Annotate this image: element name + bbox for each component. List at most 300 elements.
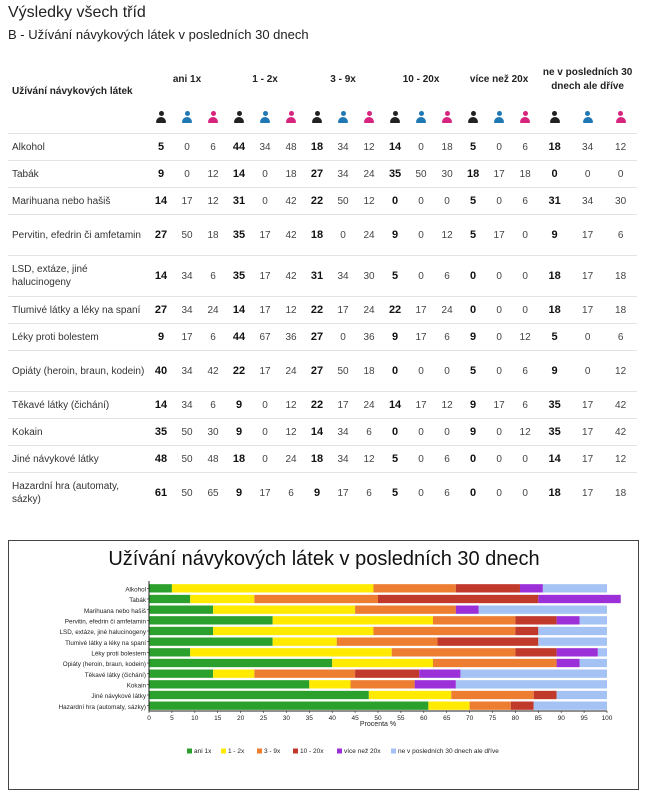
bar-segment (557, 691, 607, 699)
icon-header-cell (538, 103, 571, 134)
bar-segment (470, 702, 511, 710)
table-row (8, 134, 637, 161)
table-row (8, 351, 637, 392)
table-cell: 18 (200, 215, 226, 256)
table-cell: 12 (604, 351, 637, 392)
bar-segment (515, 648, 556, 656)
table-row (8, 473, 637, 514)
bar-segment (172, 584, 374, 592)
table-cell: 18 (538, 297, 571, 324)
table-cell: 34 (330, 256, 356, 297)
table-cell: 6 (604, 215, 637, 256)
y-tick-label: Léky proti bolestem (91, 650, 146, 658)
table-cell: 17 (571, 215, 604, 256)
bar-segment (355, 670, 419, 678)
bar-segment (213, 627, 373, 635)
table-cell: 0 (460, 256, 486, 297)
person-female-icon (442, 111, 452, 123)
table-cell: 17 (252, 215, 278, 256)
table-cell: 34 (330, 134, 356, 161)
table-cell: 34 (174, 256, 200, 297)
icon-header-cell (408, 103, 434, 134)
table-cell: 24 (356, 392, 382, 419)
table-cell: 35 (148, 419, 174, 446)
table-cell: 0 (408, 134, 434, 161)
table-cell: 24 (356, 215, 382, 256)
table-cell: 17 (408, 297, 434, 324)
x-tick-label: 0 (147, 715, 151, 722)
person-male-icon (416, 111, 426, 123)
legend-label: 10 - 20x (300, 748, 324, 755)
table-cell: 12 (356, 446, 382, 473)
table-cell: 61 (148, 473, 174, 514)
table-cell: 6 (512, 351, 538, 392)
bar-segment (433, 616, 515, 624)
table-cell: 12 (604, 134, 637, 161)
table-cell: 5 (148, 134, 174, 161)
bar-segment (415, 680, 456, 688)
table-cell: 6 (512, 392, 538, 419)
table-cell: 5 (460, 215, 486, 256)
bar-segment (456, 606, 479, 614)
table-cell: 18 (538, 134, 571, 161)
table-row (8, 324, 637, 351)
table-cell: 0 (408, 188, 434, 215)
table-label-header: Užívání návykových látek (12, 86, 133, 97)
table-cell: 22 (304, 392, 330, 419)
icon-header-cell (330, 103, 356, 134)
table-row (8, 446, 637, 473)
x-tick-label: 35 (305, 715, 313, 722)
table-cell: 18 (304, 134, 330, 161)
table-cell: 6 (434, 446, 460, 473)
x-tick-label: 25 (259, 715, 268, 722)
bar-segment (351, 680, 415, 688)
table-cell: 34 (571, 188, 604, 215)
table-cell: 27 (304, 161, 330, 188)
table-cell: 9 (148, 161, 174, 188)
bar-segment (149, 702, 428, 710)
table-cell: 9 (460, 419, 486, 446)
table-cell: 17 (571, 473, 604, 514)
bar-segment (511, 702, 534, 710)
table-cell: 17 (408, 324, 434, 351)
table-cell: 12 (356, 188, 382, 215)
row-label: Těkavé látky (čichání) (8, 392, 148, 419)
table-cell: 9 (460, 324, 486, 351)
table-cell: 34 (330, 161, 356, 188)
bar-segment (149, 606, 213, 614)
table-cell: 0 (434, 188, 460, 215)
y-tick-label: LSD, extáze, jiné halucinogeny (59, 629, 146, 637)
table-cell: 42 (278, 215, 304, 256)
table-cell: 0 (408, 419, 434, 446)
table-cell: 0 (486, 256, 512, 297)
empty-header-cell (8, 103, 148, 134)
bar-segment (451, 691, 533, 699)
bar-segment (538, 638, 607, 646)
row-label: Hazardní hra (automaty, sázky) (8, 473, 148, 514)
bar-segment (433, 659, 557, 667)
table-cell: 0 (408, 256, 434, 297)
legend-label: ani 1x (194, 748, 212, 755)
table-cell: 18 (278, 161, 304, 188)
table-cell: 9 (538, 351, 571, 392)
table-cell: 35 (538, 419, 571, 446)
table-cell: 50 (174, 473, 200, 514)
table-cell: 14 (148, 256, 174, 297)
table-cell: 0 (512, 473, 538, 514)
bar-segment (254, 670, 355, 678)
table-cell: 17 (330, 392, 356, 419)
group-header: více než 20x (469, 74, 529, 85)
table-cell: 27 (304, 351, 330, 392)
bar-segment (149, 595, 190, 603)
table-cell: 0 (460, 297, 486, 324)
bar-segment (190, 595, 254, 603)
x-tick-label: 90 (557, 715, 565, 722)
person-female-icon (364, 111, 374, 123)
table-cell: 17 (571, 256, 604, 297)
table-cell: 42 (200, 351, 226, 392)
bar-segment (332, 659, 433, 667)
table-cell: 17 (174, 324, 200, 351)
table-cell: 35 (226, 215, 252, 256)
table-cell: 24 (356, 297, 382, 324)
person-female-icon (208, 111, 218, 123)
table-cell: 17 (486, 392, 512, 419)
person-all-icon (390, 111, 400, 123)
table-cell: 18 (604, 473, 637, 514)
table-cell: 50 (330, 188, 356, 215)
table-cell: 6 (434, 324, 460, 351)
bar-segment (149, 616, 273, 624)
table-cell: 65 (200, 473, 226, 514)
table-cell: 18 (226, 446, 252, 473)
table-cell: 35 (538, 392, 571, 419)
table-cell: 0 (330, 324, 356, 351)
legend-label: 1 - 2x (228, 748, 245, 755)
bar-segment (419, 670, 460, 678)
chart-panel (8, 540, 639, 790)
row-label: Kokain (8, 419, 148, 446)
person-female-icon (616, 111, 626, 123)
table-cell: 0 (604, 161, 637, 188)
bar-segment (479, 606, 607, 614)
table-cell: 42 (604, 392, 637, 419)
table-cell: 40 (148, 351, 174, 392)
bar-segment (580, 659, 607, 667)
person-all-icon (234, 111, 244, 123)
bar-segment (369, 691, 451, 699)
bar-segment (557, 616, 580, 624)
table-cell: 17 (252, 297, 278, 324)
table-cell: 12 (604, 446, 637, 473)
x-tick-label: 15 (214, 715, 222, 722)
table-cell: 0 (252, 419, 278, 446)
group-header: 10 - 20x (402, 74, 440, 85)
table-cell: 0 (252, 446, 278, 473)
table-cell: 14 (148, 188, 174, 215)
table-cell: 42 (278, 256, 304, 297)
legend-label: ne v posledních 30 dnech ale dříve (398, 748, 499, 755)
table-cell: 34 (174, 351, 200, 392)
table-cell: 18 (604, 297, 637, 324)
legend-swatch (187, 749, 192, 754)
table-cell: 34 (174, 392, 200, 419)
legend-swatch (257, 749, 262, 754)
y-tick-label: Tlumivé látky a léky na spaní (65, 639, 146, 647)
bar-segment (337, 638, 438, 646)
table-cell: 24 (356, 161, 382, 188)
table-cell: 18 (304, 215, 330, 256)
bar-segment (190, 648, 392, 656)
table-cell: 14 (226, 161, 252, 188)
table-cell: 35 (226, 256, 252, 297)
x-tick-label: 95 (580, 715, 588, 722)
table-cell: 17 (252, 473, 278, 514)
x-tick-label: 10 (191, 715, 199, 722)
table-cell: 36 (356, 324, 382, 351)
x-tick-label: 40 (328, 715, 336, 722)
table-cell: 50 (174, 446, 200, 473)
x-tick-label: 20 (236, 715, 245, 722)
table-cell: 17 (571, 392, 604, 419)
person-all-icon (156, 111, 166, 123)
table-cell: 0 (571, 161, 604, 188)
y-tick-label: Hazardní hra (automaty, sázky) (58, 703, 146, 711)
row-label: Tabák (8, 161, 148, 188)
table-cell: 18 (356, 351, 382, 392)
bar-segment (254, 595, 378, 603)
table-cell: 9 (304, 473, 330, 514)
table-cell: 30 (200, 419, 226, 446)
x-tick-label: 30 (282, 715, 291, 722)
table-cell: 0 (252, 161, 278, 188)
table-cell: 0 (571, 324, 604, 351)
person-male-icon (583, 111, 593, 123)
y-tick-label: Alkohol (125, 586, 146, 594)
bar-segment (309, 680, 350, 688)
table-cell: 14 (382, 392, 408, 419)
table-header-row (8, 56, 637, 103)
table-cell: 0 (382, 351, 408, 392)
table-cell: 17 (252, 351, 278, 392)
table-cell: 12 (278, 392, 304, 419)
bar-segment (149, 638, 273, 646)
table-cell: 34 (174, 297, 200, 324)
table-cell: 0 (330, 215, 356, 256)
icon-header-cell (571, 103, 604, 134)
table-cell: 0 (252, 392, 278, 419)
icon-header-cell (278, 103, 304, 134)
table-cell: 18 (460, 161, 486, 188)
table-cell: 0 (434, 419, 460, 446)
table-cell: 31 (304, 256, 330, 297)
table-cell: 12 (200, 161, 226, 188)
row-label: Tlumivé látky a léky na spaní (8, 297, 148, 324)
table-icon-row (8, 103, 637, 134)
table-cell: 6 (200, 392, 226, 419)
person-male-icon (260, 111, 270, 123)
y-tick-label: Marihuana nebo hašiš (84, 607, 146, 615)
bar-segment (456, 680, 607, 688)
bar-segment (538, 627, 607, 635)
table-cell: 6 (434, 256, 460, 297)
table-row (8, 215, 637, 256)
table-cell: 0 (174, 161, 200, 188)
bar-segment (557, 648, 598, 656)
row-label: Marihuana nebo hašiš (8, 188, 148, 215)
table-cell: 17 (571, 297, 604, 324)
table-cell: 5 (538, 324, 571, 351)
table-cell: 17 (571, 446, 604, 473)
bar-segment (149, 627, 213, 635)
table-cell: 48 (278, 134, 304, 161)
bar-segment (456, 584, 520, 592)
table-cell: 0 (486, 188, 512, 215)
icon-header-cell (174, 103, 200, 134)
x-tick-label: 60 (420, 715, 428, 722)
bar-segment (273, 616, 433, 624)
icon-header-cell (434, 103, 460, 134)
table-cell: 0 (252, 188, 278, 215)
table-cell: 0 (174, 134, 200, 161)
table-cell: 9 (382, 215, 408, 256)
table-cell: 24 (278, 351, 304, 392)
table-cell: 5 (382, 256, 408, 297)
table-cell: 44 (226, 324, 252, 351)
table-cell: 17 (486, 161, 512, 188)
table-cell: 0 (460, 446, 486, 473)
table-cell: 22 (304, 188, 330, 215)
person-female-icon (520, 111, 530, 123)
table-cell: 42 (278, 188, 304, 215)
page-subtitle: B - Užívání návykových látek v posledních 30 dnech (8, 27, 309, 42)
icon-header-cell (200, 103, 226, 134)
icon-header-cell (148, 103, 174, 134)
table-cell: 0 (486, 446, 512, 473)
table-cell: 18 (434, 134, 460, 161)
table-cell: 9 (460, 392, 486, 419)
icon-header-cell (512, 103, 538, 134)
bar-segment (373, 627, 515, 635)
bar-segment (438, 638, 539, 646)
y-tick-label: Pervitin, efedrin či amfetamin (64, 618, 146, 626)
table-cell: 44 (226, 134, 252, 161)
bar-segment (534, 702, 607, 710)
table-cell: 6 (356, 419, 382, 446)
bar-segment (428, 702, 469, 710)
legend-swatch (337, 749, 342, 754)
table-cell: 6 (200, 324, 226, 351)
bar-segment (515, 616, 556, 624)
table-cell: 22 (226, 351, 252, 392)
icon-header-cell (356, 103, 382, 134)
bar-segment (149, 648, 190, 656)
table-row (8, 419, 637, 446)
table-cell: 5 (460, 188, 486, 215)
bar-segment (515, 627, 538, 635)
bar-segment (149, 584, 172, 592)
legend-swatch (293, 749, 298, 754)
x-axis-label: Procenta % (359, 721, 397, 728)
row-label: LSD, extáze, jiné halucinogeny (8, 256, 148, 297)
table-cell: 0 (408, 215, 434, 256)
table-cell: 9 (226, 392, 252, 419)
table-cell: 18 (604, 256, 637, 297)
person-male-icon (338, 111, 348, 123)
table-cell: 0 (486, 419, 512, 446)
bar-segment (213, 670, 254, 678)
y-tick-label: Tabák (129, 597, 146, 605)
table-cell: 50 (174, 419, 200, 446)
person-all-icon (468, 111, 478, 123)
table-cell: 5 (382, 446, 408, 473)
bar-segment (355, 606, 456, 614)
table-cell: 0 (382, 188, 408, 215)
table-cell: 9 (226, 473, 252, 514)
bar-segment (149, 680, 309, 688)
table-cell: 27 (304, 324, 330, 351)
table-cell: 18 (304, 446, 330, 473)
table-cell: 0 (408, 351, 434, 392)
table-cell: 18 (538, 256, 571, 297)
table-cell: 18 (538, 473, 571, 514)
table-cell: 34 (252, 134, 278, 161)
table-cell: 6 (604, 324, 637, 351)
table-cell: 0 (512, 297, 538, 324)
stacked-bar-chart (9, 541, 638, 789)
person-all-icon (550, 111, 560, 123)
table-cell: 0 (486, 473, 512, 514)
x-tick-label: 85 (534, 715, 542, 722)
table-cell: 0 (486, 297, 512, 324)
bar-segment (392, 648, 516, 656)
table-cell: 0 (408, 473, 434, 514)
group-header: 1 - 2x (252, 74, 278, 85)
table-cell: 36 (278, 324, 304, 351)
table-cell: 50 (408, 161, 434, 188)
table-cell: 0 (486, 134, 512, 161)
table-cell: 0 (486, 351, 512, 392)
table-row (8, 188, 637, 215)
x-tick-label: 50 (374, 715, 382, 722)
table-cell: 17 (486, 215, 512, 256)
table-cell: 9 (148, 324, 174, 351)
table-cell: 31 (226, 188, 252, 215)
icon-header-cell (382, 103, 408, 134)
table-cell: 0 (434, 351, 460, 392)
table-cell: 6 (434, 473, 460, 514)
y-tick-label: Jiné návykové látky (91, 693, 146, 701)
table-cell: 6 (512, 188, 538, 215)
bar-segment (520, 584, 543, 592)
table-cell: 6 (512, 134, 538, 161)
person-all-icon (312, 111, 322, 123)
table-cell: 50 (174, 215, 200, 256)
table-cell: 34 (330, 446, 356, 473)
table-cell: 12 (434, 392, 460, 419)
table-cell: 17 (571, 419, 604, 446)
y-tick-label: Těkavé látky (čichání) (84, 671, 146, 679)
table-cell: 0 (571, 351, 604, 392)
bar-segment (598, 648, 607, 656)
x-tick-label: 65 (443, 715, 451, 722)
table-row (8, 392, 637, 419)
bar-segment (149, 670, 213, 678)
legend-label: 3 - 9x (264, 748, 281, 755)
